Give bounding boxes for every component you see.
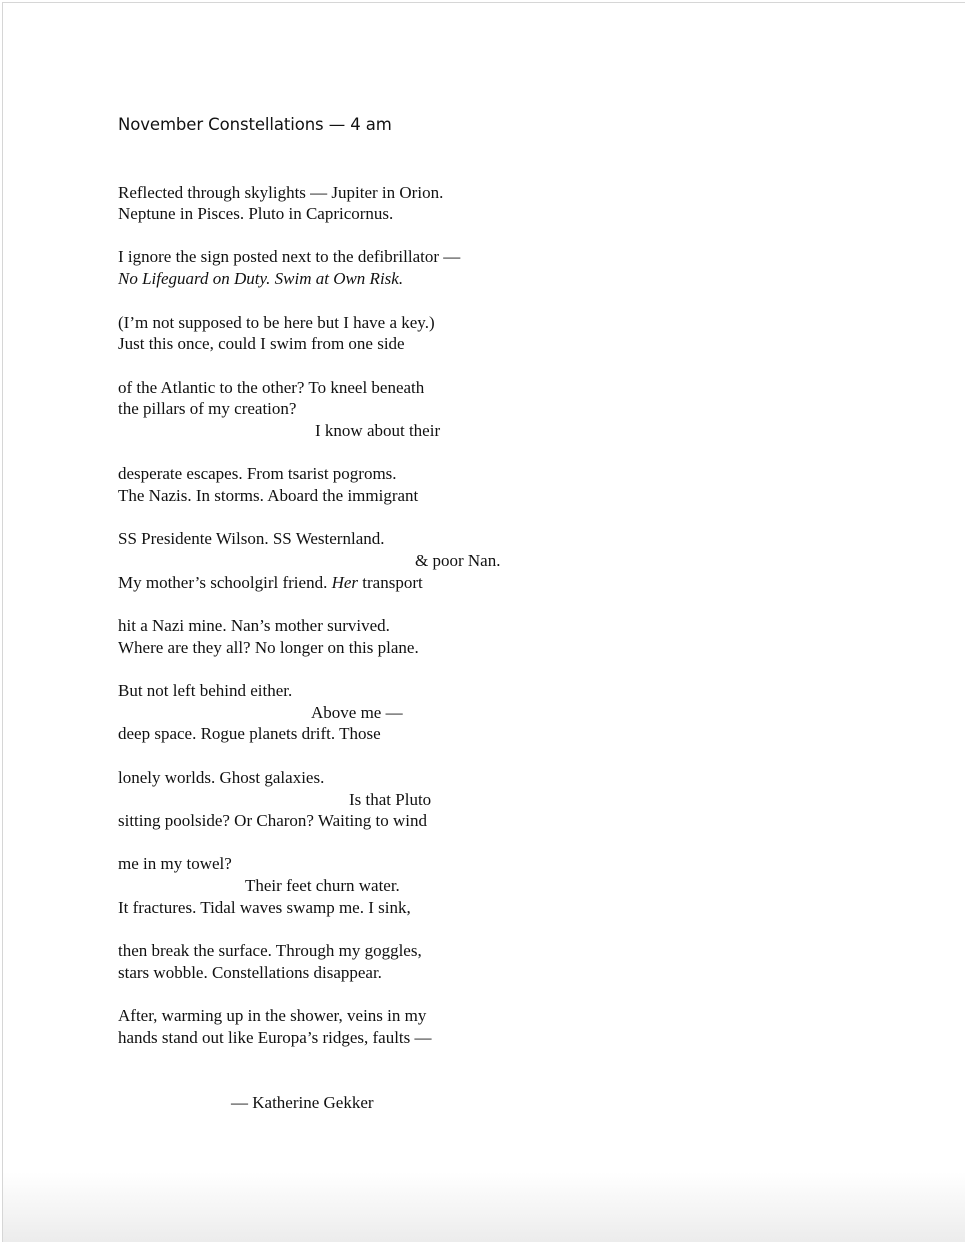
poem-line: I ignore the sign posted next to the defibrillator — (118, 247, 461, 266)
poem-line: of the Atlantic to the other? To kneel beneath (118, 378, 425, 397)
poem-line: It fractures. Tidal waves swamp me. I sink, (118, 898, 411, 917)
poem-line: But not left behind either. (118, 681, 293, 700)
poem-line: (I’m not supposed to be here but I have a key.) (118, 313, 435, 332)
poem-line: then break the surface. Through my goggles, (118, 941, 422, 960)
poem-line-indented: Is that Pluto (349, 790, 432, 809)
poem-line: the pillars of my creation? (118, 399, 297, 418)
poem-author: — Katherine Gekker (231, 1093, 374, 1112)
poem-line-italic: No Lifeguard on Duty. Swim at Own Risk. (118, 269, 404, 288)
poem-line: The Nazis. In storms. Aboard the immigrant (118, 486, 419, 505)
poem-line-indented: Their feet churn water. (245, 876, 400, 895)
poem-line-indented: Above me — (311, 703, 403, 722)
poem-line: Just this once, could I swim from one side (118, 334, 405, 353)
poem-line: sitting poolside? Or Charon? Waiting to wind (118, 811, 428, 830)
poem-line: deep space. Rogue planets drift. Those (118, 724, 381, 743)
poem-line (118, 573, 423, 593)
poem-line: stars wobble. Constellations disappear. (118, 963, 382, 982)
poem-line-indented: & poor Nan. (415, 551, 501, 570)
poem-line-italic-word: Her (331, 573, 359, 592)
poem-line-indented: I know about their (315, 421, 441, 440)
poem-line-segment: My mother’s schoolgirl friend. (118, 573, 332, 592)
poem-line-segment: transport (358, 573, 423, 592)
poem-line: me in my towel? (118, 854, 232, 873)
poem-body (118, 0, 638, 1244)
poem-line: Neptune in Pisces. Pluto in Capricornus. (118, 204, 394, 223)
poem-line: SS Presidente Wilson. SS Westernland. (118, 529, 385, 548)
poem-line: hit a Nazi mine. Nan’s mother survived. (118, 616, 390, 635)
poem-line: lonely worlds. Ghost galaxies. (118, 768, 325, 787)
poem-line: desperate escapes. From tsarist pogroms. (118, 464, 397, 483)
poem-line: Where are they all? No longer on this plane. (118, 638, 419, 657)
poem-line: After, warming up in the shower, veins in my (118, 1006, 427, 1025)
poem-title: November Constellations — 4 am (118, 115, 392, 134)
poem-line: hands stand out like Europa’s ridges, faults — (118, 1028, 432, 1047)
poem-line: Reflected through skylights — Jupiter in Orion. (118, 183, 444, 202)
